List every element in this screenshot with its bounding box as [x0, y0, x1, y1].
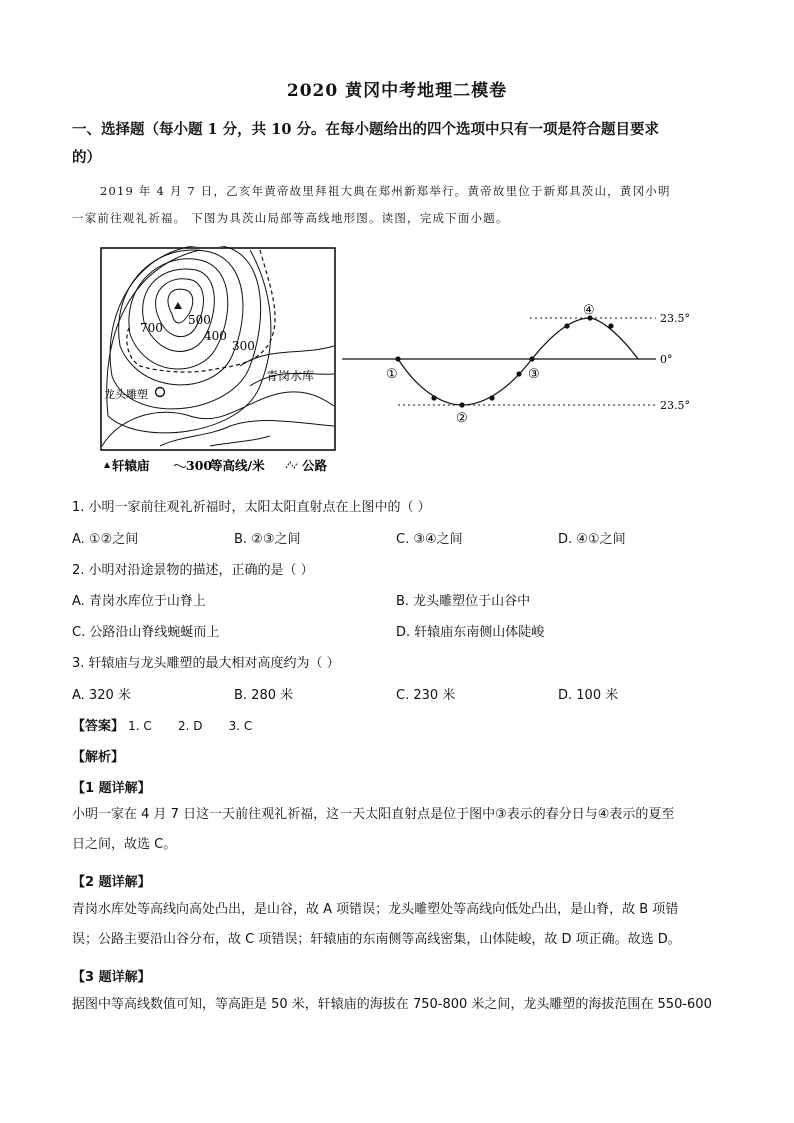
q2-option-a: A. 青岗水库位于山脊上 [72, 594, 206, 609]
reservoir-label: 青岗水库 [266, 369, 315, 383]
q1-option-d: D. ④①之间 [558, 532, 626, 547]
contour-label-500: 500 [188, 313, 211, 327]
contour-label-400: 400 [204, 329, 227, 343]
detail-3-line-1: 据图中等高线数值可知，等高距是 50 米，轩辕庙的海拔在 750-800 米之间，龙头雕塑的海拔范围在 550-600 [72, 997, 712, 1012]
q3-option-a: A. 320 米 [72, 688, 131, 703]
legend-contour-label: 等高线/米 [210, 458, 265, 473]
point-3-label: ③ [528, 367, 540, 382]
map-legend [104, 458, 328, 473]
detail-1-line-1: 小明一家在 4 月 7 日这一天前往观礼祈福，这一天太阳直射点是位于图中③表示的春分日与④表示的夏至 [72, 807, 675, 822]
detail-2-text [72, 895, 732, 955]
sun-path-diagram [338, 300, 708, 430]
intro-line-2: 一家前往观礼祈福。 下图为具茨山局部等高线地形图。读图，完成下面小题。 [72, 211, 509, 225]
detail-2-line-1: 青岗水库处等高线向高处凸出，是山谷，故 A 项错误；龙头雕塑处等高线向低处凸出，是山脊，故 B 项错 [72, 902, 679, 917]
q3-option-d: D. 100 米 [558, 688, 619, 703]
question-2: 2. 小明对沿途景物的描述，正确的是（ ） [72, 563, 314, 578]
detail-2-line-2: 误；公路主要沿山谷分布，故 C 项错误；轩辕庙的东南侧等高线密集，山体陡峻，故 D 项正确。故选 D。 [72, 932, 681, 947]
label-south-tropic: 23.5° [660, 399, 690, 412]
detail-1-line-2: 日之间，故选 C。 [72, 837, 177, 852]
question-1: 1. 小明一家前往观礼祈福时，太阳太阳直射点在上图中的（ ） [72, 500, 431, 515]
legend-temple-icon [104, 462, 110, 468]
legend-contour-value: 300 [186, 458, 213, 473]
detail-3-text [72, 990, 732, 1020]
curve-points [395, 315, 613, 407]
legend-temple-label: 轩辕庙 [112, 458, 150, 473]
contour-label-700: 700 [140, 321, 163, 335]
section-heading-line-2: 的） [72, 149, 101, 166]
answer-label: 【答案】 [72, 719, 125, 734]
temple-marker [174, 302, 182, 309]
intro-line-1: 2019 年 4 月 7 日，乙亥年黄帝故里拜祖大典在郑州新郑举行。黄帝故里位于新郑具茨山，黄冈小明 [100, 184, 671, 198]
legend-road-icon [286, 462, 298, 468]
direct-point-curve [398, 318, 638, 405]
analysis-label: 【解析】 [72, 750, 125, 765]
detail-2-label: 【2 题详解】 [72, 875, 151, 890]
detail-3-label: 【3 题详解】 [72, 970, 151, 985]
legend-contour-icon [174, 465, 186, 468]
statue-label: 龙头雕塑 [104, 388, 148, 401]
page-title: 2020 黄冈中考地理二模卷 [286, 81, 508, 101]
q2-option-d: D. 轩辕庙东南侧山体陡峻 [396, 625, 545, 640]
point-2-label: ② [456, 411, 468, 426]
contour-label-300: 300 [232, 339, 255, 353]
q3-option-b: B. 280 米 [234, 688, 294, 703]
legend-road-label: 公路 [302, 458, 328, 473]
detail-1-text [72, 800, 732, 860]
point-1-label: ① [386, 367, 398, 382]
statue-marker [156, 388, 165, 397]
q2-option-c: C. 公路沿山脊线蜿蜒而上 [72, 625, 220, 640]
section-heading-line-1: 一、选择题（每小题 1 分，共 10 分。在每小题给出的四个选项中只有一项是符合题目要求 [72, 121, 659, 138]
q2-option-b: B. 龙头雕塑位于山谷中 [396, 594, 531, 609]
road-line [127, 250, 275, 372]
answer-row [72, 715, 252, 734]
section-heading [72, 116, 732, 172]
q1-option-a: A. ①②之间 [72, 532, 139, 547]
question-3: 3. 轩辕庙与龙头雕塑的最大相对高度约为（ ） [72, 656, 340, 671]
detail-1-label: 【1 题详解】 [72, 781, 151, 796]
contour-map [100, 246, 340, 478]
point-4-label: ④ [583, 303, 595, 318]
q3-option-c: C. 230 米 [396, 688, 456, 703]
q1-option-b: B. ②③之间 [234, 532, 301, 547]
answer-3: 3. C [228, 719, 253, 733]
contour-lines [102, 246, 334, 446]
label-north-tropic: 23.5° [660, 312, 690, 325]
label-equator: 0° [660, 353, 673, 366]
answer-1: 1. C [128, 719, 152, 733]
intro-paragraph [72, 178, 732, 232]
answer-2: 2. D [177, 719, 203, 733]
q1-option-c: C. ③④之间 [396, 532, 463, 547]
